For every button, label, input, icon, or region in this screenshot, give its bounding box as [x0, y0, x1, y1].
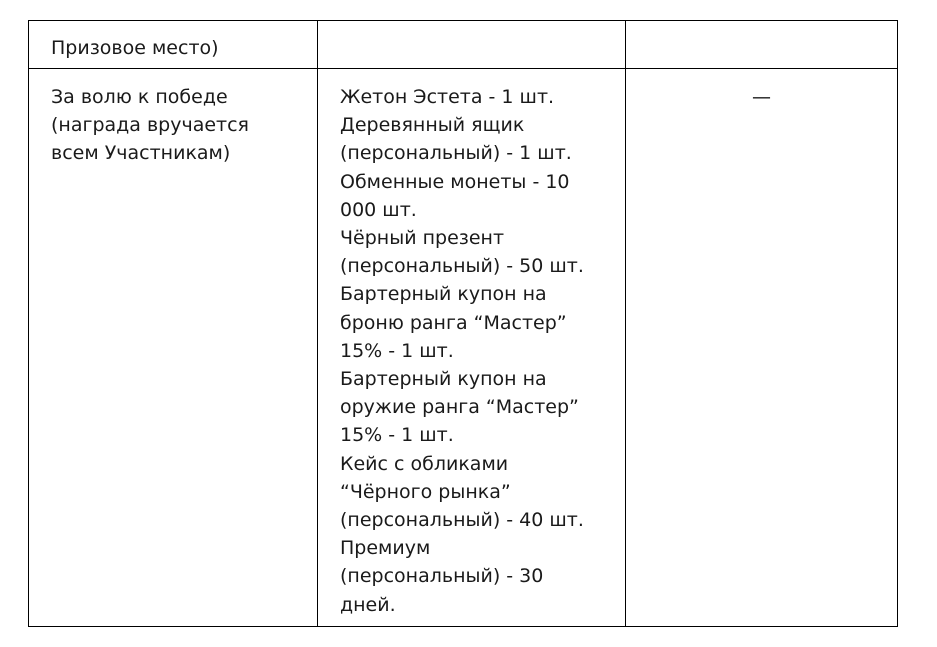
dash-text: —	[752, 86, 771, 108]
reward-item: Бартерный купон на оружие ранга “Мастер” 15% - 1 шт.	[340, 368, 579, 447]
table-cell-place	[29, 69, 318, 627]
place-text: Призовое место)	[51, 37, 219, 59]
reward-item: Кейс с обликами “Чёрного рынка” (персональный) - 40 шт.	[340, 452, 584, 532]
table-cell-place	[29, 21, 318, 69]
reward-item: Обменные монеты - 10 000 шт.	[340, 170, 570, 221]
reward-item: Деревянный ящик (персональный) - 1 шт.	[340, 114, 572, 165]
table-row	[29, 21, 898, 69]
reward-item: Премиум (персональный) - 30 дней.	[340, 537, 544, 616]
table-cell-reward	[318, 21, 626, 69]
prize-table	[28, 20, 898, 627]
table-cell-reward	[318, 69, 626, 627]
place-text: За волю к победе (награда вручается всем Участникам)	[51, 86, 249, 165]
table-row	[29, 69, 898, 627]
reward-item: Чёрный презент (персональный) - 50 шт.	[340, 227, 584, 278]
reward-item: Жетон Эстета - 1 шт.	[340, 86, 555, 108]
table-cell-extra	[626, 69, 898, 627]
reward-item: Бартерный купон на броню ранга “Мастер” 15% - 1 шт.	[340, 283, 567, 362]
table-cell-extra	[626, 21, 898, 69]
